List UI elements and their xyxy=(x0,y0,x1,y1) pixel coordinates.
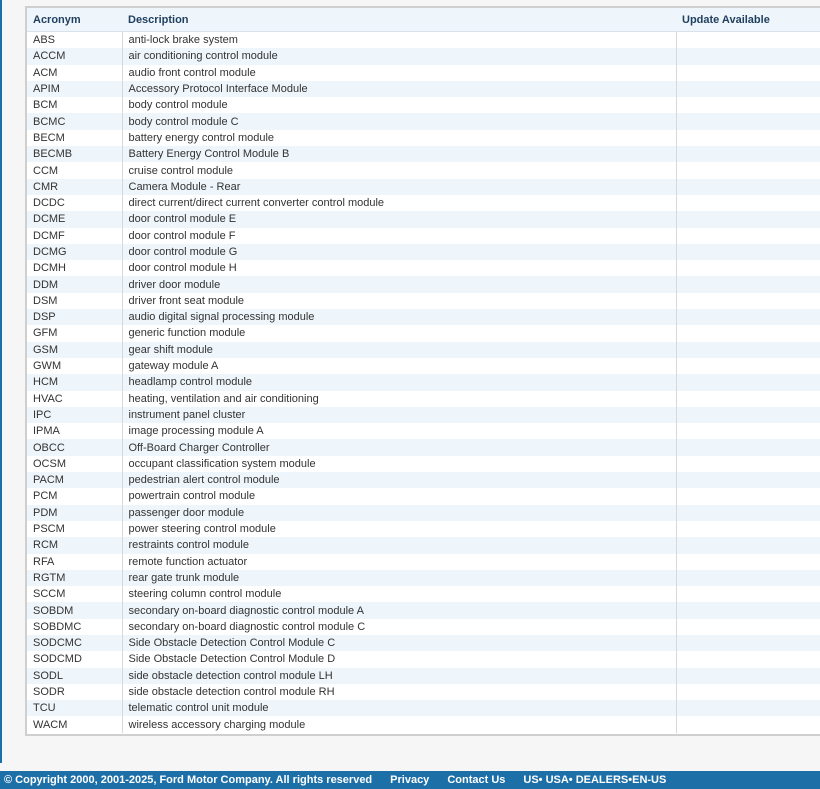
table-row xyxy=(27,700,820,716)
cell-update-available xyxy=(676,113,820,129)
table-row xyxy=(27,211,820,227)
contact-us-link[interactable]: Contact Us xyxy=(447,774,506,786)
cell-update-available xyxy=(676,716,820,732)
table-body xyxy=(27,32,820,733)
cell-acronym: BCMC xyxy=(27,113,122,129)
cell-description: side obstacle detection control module LH xyxy=(122,668,676,684)
cell-acronym: DCMH xyxy=(27,260,122,276)
cell-acronym: DCMF xyxy=(27,228,122,244)
cell-update-available xyxy=(676,374,820,390)
cell-update-available xyxy=(676,407,820,423)
cell-description: steering column control module xyxy=(122,586,676,602)
table-row xyxy=(27,391,820,407)
table-row xyxy=(27,162,820,178)
cell-acronym: DCDC xyxy=(27,195,122,211)
table-row xyxy=(27,570,820,586)
cell-description: restraints control module xyxy=(122,537,676,553)
cell-update-available xyxy=(676,260,820,276)
cell-acronym: APIM xyxy=(27,81,122,97)
cell-description: occupant classification system module xyxy=(122,456,676,472)
cell-description: rear gate trunk module xyxy=(122,570,676,586)
table-row xyxy=(27,342,820,358)
cell-description: driver front seat module xyxy=(122,293,676,309)
table-row xyxy=(27,554,820,570)
cell-acronym: RGTM xyxy=(27,570,122,586)
table-row xyxy=(27,407,820,423)
cell-update-available xyxy=(676,179,820,195)
cell-description: gear shift module xyxy=(122,342,676,358)
cell-acronym: WACM xyxy=(27,716,122,732)
column-header-description[interactable]: Description xyxy=(122,8,676,32)
cell-acronym: IPMA xyxy=(27,423,122,439)
cell-acronym: PSCM xyxy=(27,521,122,537)
cell-update-available xyxy=(676,97,820,113)
table-row xyxy=(27,602,820,618)
cell-acronym: HVAC xyxy=(27,391,122,407)
table-row xyxy=(27,488,820,504)
cell-acronym: BCM xyxy=(27,97,122,113)
table-row xyxy=(27,260,820,276)
table-row xyxy=(27,439,820,455)
cell-update-available xyxy=(676,276,820,292)
cell-acronym: BECM xyxy=(27,130,122,146)
cell-update-available xyxy=(676,130,820,146)
cell-description: powertrain control module xyxy=(122,488,676,504)
cell-description: Side Obstacle Detection Control Module D xyxy=(122,651,676,667)
cell-description: telematic control unit module xyxy=(122,700,676,716)
cell-description: secondary on-board diagnostic control module A xyxy=(122,602,676,618)
cell-description: door control module G xyxy=(122,244,676,260)
cell-update-available xyxy=(676,342,820,358)
table-row xyxy=(27,456,820,472)
cell-description: Camera Module - Rear xyxy=(122,179,676,195)
cell-acronym: GSM xyxy=(27,342,122,358)
cell-update-available xyxy=(676,228,820,244)
cell-acronym: SODR xyxy=(27,684,122,700)
cell-acronym: PCM xyxy=(27,488,122,504)
cell-update-available xyxy=(676,505,820,521)
cell-description: audio digital signal processing module xyxy=(122,309,676,325)
table-row xyxy=(27,81,820,97)
cell-update-available xyxy=(676,684,820,700)
cell-acronym: SOBDMC xyxy=(27,619,122,635)
table-row xyxy=(27,130,820,146)
table-row xyxy=(27,472,820,488)
cell-update-available xyxy=(676,619,820,635)
cell-description: gateway module A xyxy=(122,358,676,374)
cell-description: passenger door module xyxy=(122,505,676,521)
cell-acronym: ACM xyxy=(27,65,122,81)
cell-update-available xyxy=(676,162,820,178)
cell-update-available xyxy=(676,456,820,472)
table-row xyxy=(27,179,820,195)
table-row xyxy=(27,651,820,667)
cell-acronym: CCM xyxy=(27,162,122,178)
cell-description: door control module H xyxy=(122,260,676,276)
cell-description: side obstacle detection control module RH xyxy=(122,684,676,700)
table-row xyxy=(27,716,820,732)
cell-description: image processing module A xyxy=(122,423,676,439)
table-row xyxy=(27,65,820,81)
table-row xyxy=(27,586,820,602)
module-table-container xyxy=(25,6,820,736)
cell-update-available xyxy=(676,554,820,570)
cell-update-available xyxy=(676,570,820,586)
cell-acronym: BECMB xyxy=(27,146,122,162)
table-row xyxy=(27,684,820,700)
cell-acronym: GFM xyxy=(27,325,122,341)
cell-description: body control module C xyxy=(122,113,676,129)
table-header-row xyxy=(27,8,820,32)
cell-acronym: DCMG xyxy=(27,244,122,260)
table-row xyxy=(27,619,820,635)
module-table xyxy=(27,8,820,733)
cell-acronym: PDM xyxy=(27,505,122,521)
cell-description: Battery Energy Control Module B xyxy=(122,146,676,162)
cell-description: battery energy control module xyxy=(122,130,676,146)
cell-update-available xyxy=(676,309,820,325)
column-header-acronym[interactable]: Acronym xyxy=(27,8,122,32)
table-row xyxy=(27,228,820,244)
cell-update-available xyxy=(676,195,820,211)
cell-update-available xyxy=(676,521,820,537)
cell-update-available xyxy=(676,651,820,667)
table-row xyxy=(27,244,820,260)
cell-acronym: ABS xyxy=(27,32,122,49)
cell-description: pedestrian alert control module xyxy=(122,472,676,488)
cell-description: direct current/direct current converter control module xyxy=(122,195,676,211)
cell-description: driver door module xyxy=(122,276,676,292)
cell-acronym: HCM xyxy=(27,374,122,390)
cell-description: door control module F xyxy=(122,228,676,244)
table-row xyxy=(27,537,820,553)
table-row xyxy=(27,113,820,129)
cell-update-available xyxy=(676,211,820,227)
cell-acronym: SODCMC xyxy=(27,635,122,651)
table-row xyxy=(27,146,820,162)
cell-description: Side Obstacle Detection Control Module C xyxy=(122,635,676,651)
locale-link[interactable]: US• USA• DEALERS•EN-US xyxy=(523,774,667,786)
table-row xyxy=(27,521,820,537)
cell-description: power steering control module xyxy=(122,521,676,537)
cell-update-available xyxy=(676,293,820,309)
cell-description: door control module E xyxy=(122,211,676,227)
cell-acronym: SOBDM xyxy=(27,602,122,618)
cell-acronym: CMR xyxy=(27,179,122,195)
table-row xyxy=(27,423,820,439)
cell-acronym: SODCMD xyxy=(27,651,122,667)
cell-description: secondary on-board diagnostic control module C xyxy=(122,619,676,635)
cell-description: remote function actuator xyxy=(122,554,676,570)
cell-update-available xyxy=(676,700,820,716)
cell-description: air conditioning control module xyxy=(122,48,676,64)
cell-description: Off-Board Charger Controller xyxy=(122,439,676,455)
cell-acronym: DCME xyxy=(27,211,122,227)
cell-description: generic function module xyxy=(122,325,676,341)
cell-update-available xyxy=(676,81,820,97)
cell-update-available xyxy=(676,325,820,341)
cell-update-available xyxy=(676,32,820,49)
cell-acronym: OBCC xyxy=(27,439,122,455)
table-row xyxy=(27,293,820,309)
cell-update-available xyxy=(676,244,820,260)
privacy-link[interactable]: Privacy xyxy=(390,774,430,786)
cell-update-available xyxy=(676,391,820,407)
footer-bar xyxy=(0,771,820,789)
cell-update-available xyxy=(676,537,820,553)
table-row xyxy=(27,48,820,64)
cell-acronym: DSM xyxy=(27,293,122,309)
cell-description: body control module xyxy=(122,97,676,113)
cell-acronym: SODL xyxy=(27,668,122,684)
cell-update-available xyxy=(676,586,820,602)
table-row xyxy=(27,505,820,521)
cell-acronym: PACM xyxy=(27,472,122,488)
table-row xyxy=(27,32,820,49)
table-row xyxy=(27,195,820,211)
cell-update-available xyxy=(676,439,820,455)
cell-description: heating, ventilation and air conditioning xyxy=(122,391,676,407)
cell-acronym: SCCM xyxy=(27,586,122,602)
cell-update-available xyxy=(676,602,820,618)
column-header-update-available[interactable]: Update Available xyxy=(676,8,820,32)
cell-update-available xyxy=(676,472,820,488)
cell-acronym: ACCM xyxy=(27,48,122,64)
cell-update-available xyxy=(676,48,820,64)
cell-acronym: RCM xyxy=(27,537,122,553)
table-row xyxy=(27,635,820,651)
cell-description: cruise control module xyxy=(122,162,676,178)
table-row xyxy=(27,358,820,374)
cell-description: instrument panel cluster xyxy=(122,407,676,423)
table-row xyxy=(27,276,820,292)
cell-description: wireless accessory charging module xyxy=(122,716,676,732)
cell-description: anti-lock brake system xyxy=(122,32,676,49)
cell-update-available xyxy=(676,423,820,439)
left-accent-rule xyxy=(0,0,2,763)
cell-description: headlamp control module xyxy=(122,374,676,390)
table-row xyxy=(27,97,820,113)
cell-update-available xyxy=(676,65,820,81)
table-row xyxy=(27,325,820,341)
cell-update-available xyxy=(676,668,820,684)
cell-acronym: DDM xyxy=(27,276,122,292)
cell-description: Accessory Protocol Interface Module xyxy=(122,81,676,97)
cell-acronym: IPC xyxy=(27,407,122,423)
table-row xyxy=(27,668,820,684)
cell-acronym: RFA xyxy=(27,554,122,570)
cell-update-available xyxy=(676,146,820,162)
cell-update-available xyxy=(676,635,820,651)
cell-acronym: OCSM xyxy=(27,456,122,472)
cell-update-available xyxy=(676,488,820,504)
cell-update-available xyxy=(676,358,820,374)
cell-description: audio front control module xyxy=(122,65,676,81)
copyright-text: © Copyright 2000, 2001-2025, Ford Motor Company. All rights reserved xyxy=(4,774,373,786)
cell-acronym: DSP xyxy=(27,309,122,325)
table-row xyxy=(27,309,820,325)
cell-acronym: TCU xyxy=(27,700,122,716)
cell-acronym: GWM xyxy=(27,358,122,374)
table-row xyxy=(27,374,820,390)
